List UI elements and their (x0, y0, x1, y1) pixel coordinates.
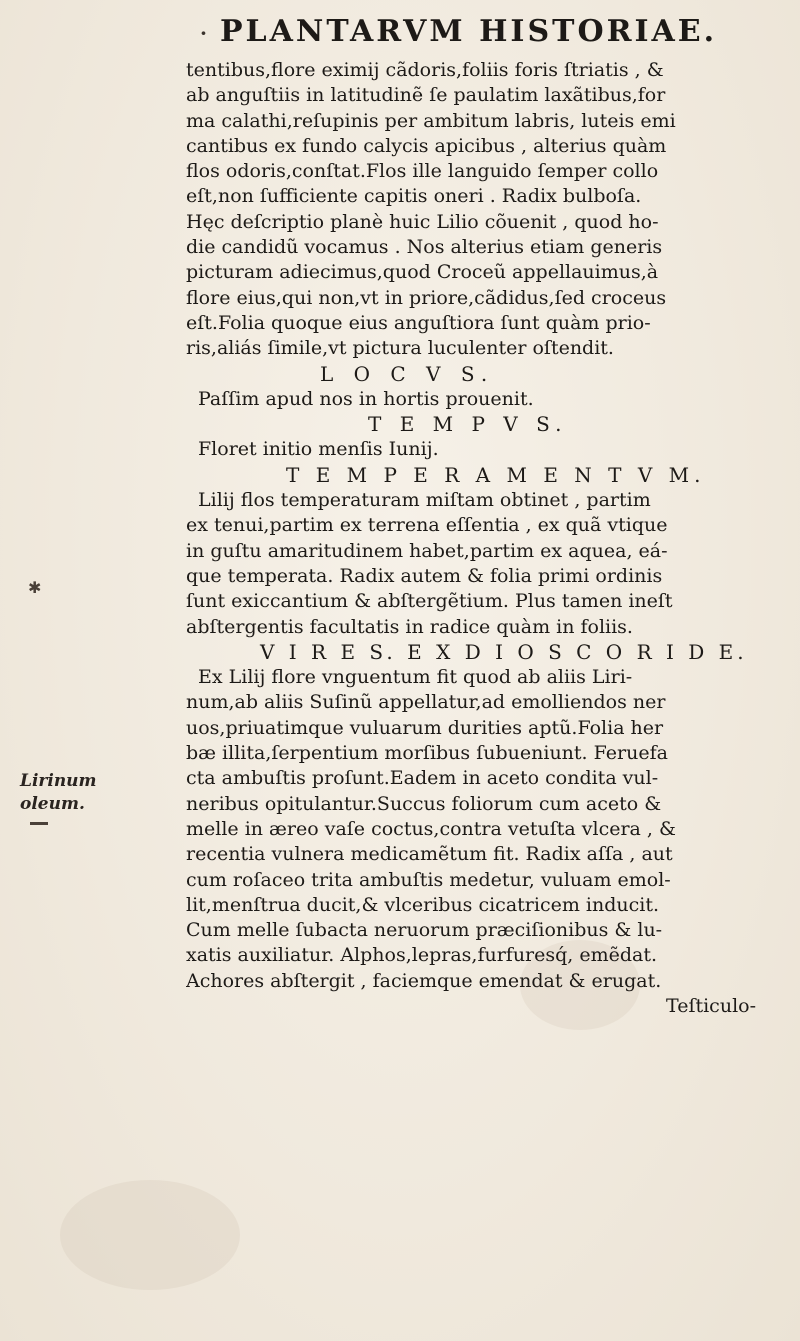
text-line: Achores abſtergit , faciemque emendat & erugat. (186, 969, 662, 992)
text-line: Cum melle ſubacta neruorum præciſionibus & lu- (186, 919, 663, 942)
section-heading-temperamentvm: T E M P E R A M E N T V M. (286, 462, 706, 487)
text-line: xatis auxiliatur. Alphos,lepras,furfuresq́, emẽdat. (186, 944, 658, 967)
text-line: neribus opitulantur.Succus foliorum cum aceto & (186, 792, 662, 815)
text-line: bæ illita,ſerpentium morſibus ſubueniunt. Feruefa (186, 742, 668, 765)
margin-note-line: Lirinum (20, 771, 97, 791)
text-line: uos,priuatimque vuluarum durities aptũ.Folia her (186, 716, 664, 739)
text-line: Lilij flos temperaturam miſtam obtinet , partim (198, 489, 651, 512)
section-heading-tempvs: T E M P V S. (368, 412, 568, 437)
text-line: ab anguſtiis in latitudinẽ ſe paulatim laxãtibus,for (186, 84, 666, 107)
margin-asterisk-icon: ✱ (28, 578, 42, 597)
text-line: Paſſim apud nos in hortis prouenit. (198, 387, 534, 410)
text-line: cum roſaceo trita ambuſtis medetur, vuluam emol- (186, 868, 671, 891)
text-line: eſt,non ſufficiente capitis oneri . Radix bulboſa. (186, 185, 642, 208)
text-line: flore eius,qui non,vt in priore,cãdidus,ſed croceus (186, 286, 667, 309)
text-line: recentia vulnera medicamẽtum fit. Radix aſſa , aut (186, 843, 673, 866)
text-line: flos odoris,conſtat.Flos ille languido ſemper collo (186, 160, 659, 183)
text-line: eſt.Folia quoque eius anguſtiora ſunt quàm prio- (186, 311, 651, 334)
text-line: Floret initio menſis Iunij. (198, 438, 439, 461)
paper-stain (60, 1180, 240, 1290)
catchword: Teſticulo- (666, 994, 756, 1017)
text-line: ſunt exiccantium & abſtergẽtium. Plus tamen ineſt (186, 590, 673, 613)
text-line: ma calathi,reſupinis per ambitum labris, luteis emi (186, 109, 676, 132)
text-line: melle in æreo vaſe coctus,contra vetuſta vlcera , & (186, 817, 676, 840)
text-line: num,ab aliis Suſinũ appellatur,ad emolliendos ner (186, 691, 666, 714)
text-line: ex tenui,partim ex terrena eſſentia , ex quã vtique (186, 514, 668, 537)
text-line: tentibus,flore eximij cãdoris,foliis foris ſtriatis , & (186, 59, 664, 81)
text-line: lit,menſtrua ducit,& vlceribus cicatricem inducit. (186, 893, 659, 916)
body-text (186, 58, 786, 1019)
running-header (200, 14, 760, 49)
text-line: cantibus ex fundo calycis apicibus , alterius quàm (186, 134, 667, 157)
text-line: die candidũ vocamus . Nos alterius etiam generis (186, 236, 663, 259)
header-ornament: · (200, 21, 210, 45)
margin-note-line: oleum. (20, 794, 85, 814)
text-line: picturam adiecimus,quod Croceũ appellauimus,à (186, 261, 659, 284)
text-line: abſtergentis facultatis in radice quàm in foliis. (186, 615, 633, 638)
text-line: Hęc deſcriptio planè huic Lilio cõuenit , quod ho- (186, 210, 659, 233)
text-line: ris,aliás ſimile,vt pictura luculenter oſtendit. (186, 337, 614, 360)
text-line: cta ambuſtis proſunt.Eadem in aceto condita vul- (186, 767, 659, 790)
text-line: que temperata. Radix autem & folia primi ordinis (186, 564, 663, 587)
section-heading-locvs: L O C V S. (320, 361, 495, 386)
margin-note (20, 770, 97, 816)
text-line: in guſtu amaritudinem habet,partim ex aquea, eá- (186, 539, 668, 562)
section-heading-vires: V I R E S. E X D I O S C O R I D E. (260, 639, 748, 664)
margin-dash-icon (30, 822, 48, 825)
text-line: Ex Lilij flore vnguentum fit quod ab aliis Liri- (198, 666, 633, 689)
header-title: PLANTARVM HISTORIAE. (219, 14, 718, 49)
